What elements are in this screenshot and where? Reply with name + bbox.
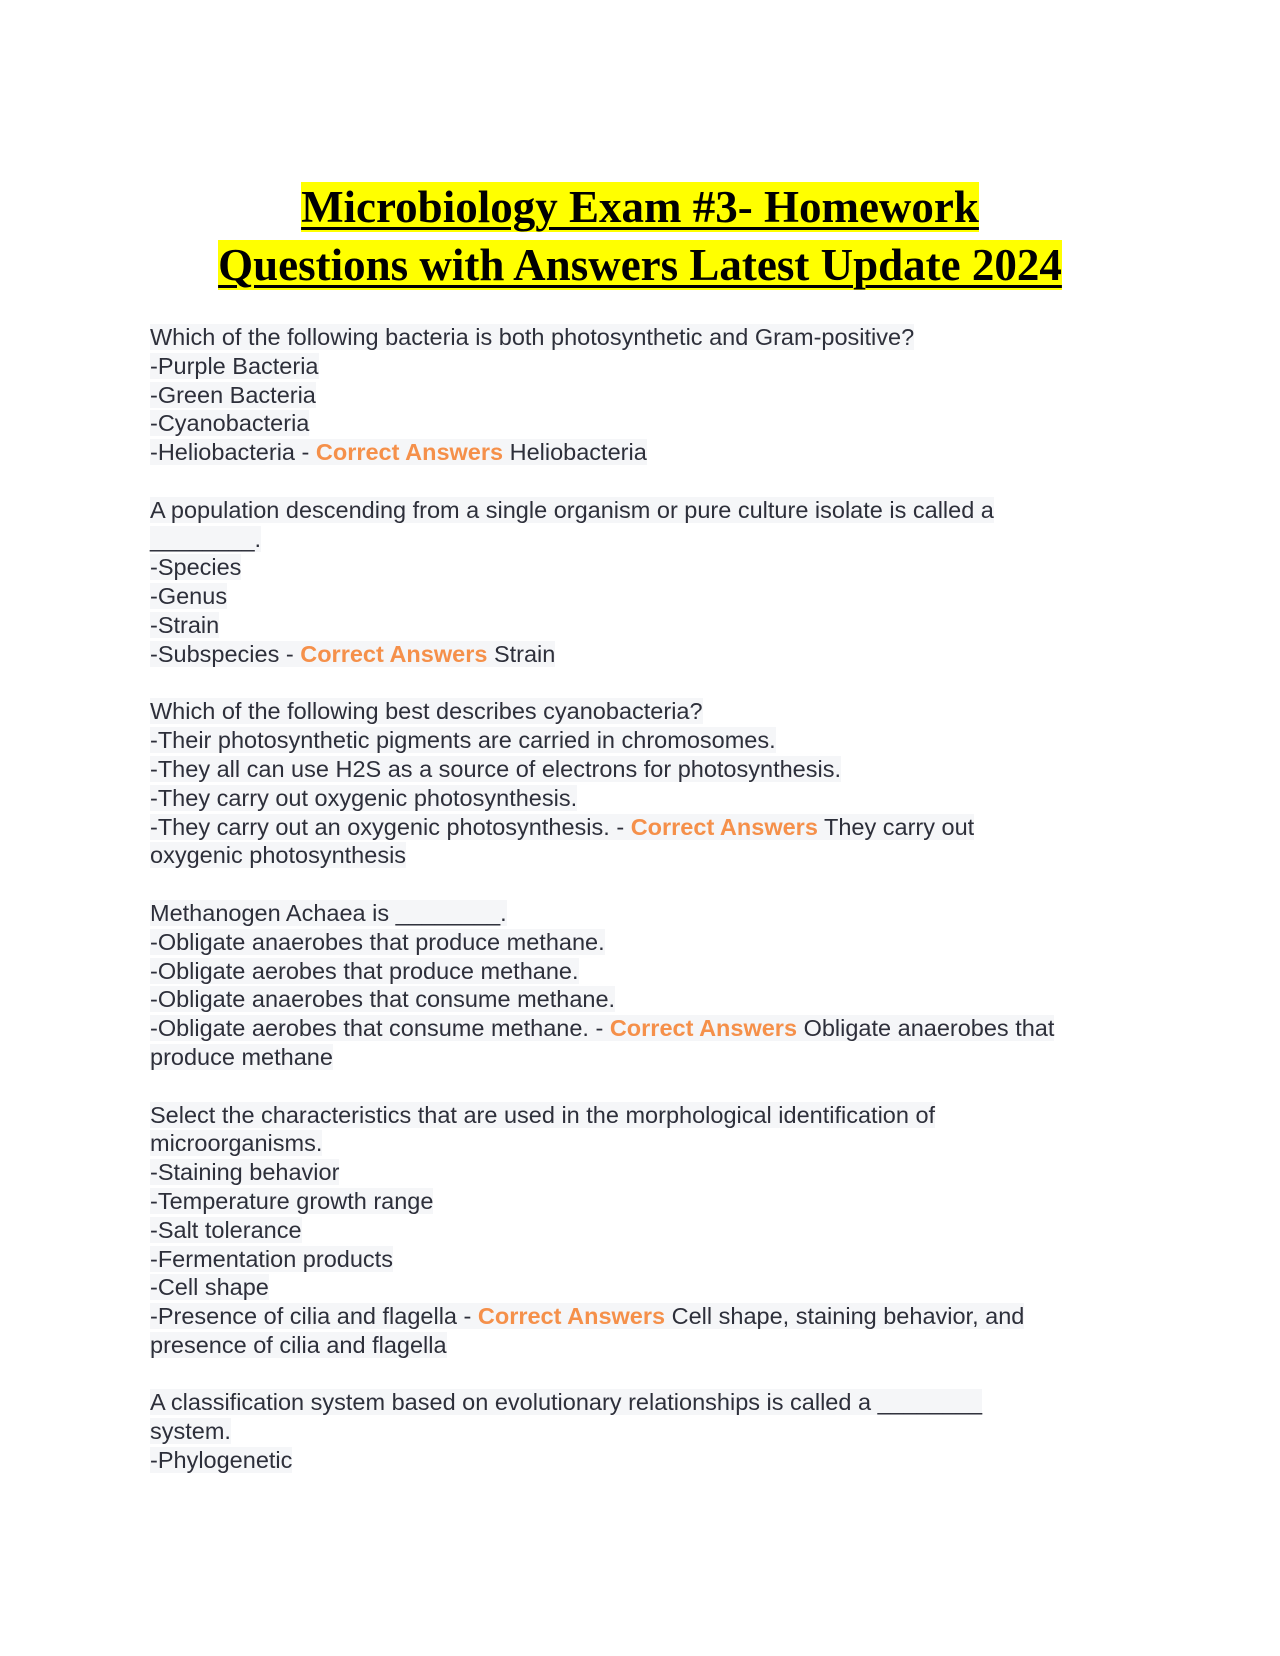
question-block-1 [150,323,1150,467]
question-text: A classification system based on evolutionary relationships is called a ________ [150,1389,983,1416]
answer-text: Obligate anaerobes that [803,1015,1055,1042]
question-block-2 [150,496,1150,669]
option: -Genus [150,583,228,610]
question-text: A population descending from a single organism or pure culture isolate is called a [150,496,994,523]
option: -Purple Bacteria [150,352,319,379]
question-text: Select the characteristics that are used in the morphological identification of [150,1101,936,1128]
option: -Subspecies - [150,640,294,667]
document-title [140,178,1140,294]
question-text: Which of the following best describes cyanobacteria? [150,698,703,725]
correct-answers-label: Correct Answers [315,439,504,466]
option: -Fermentation products [150,1245,393,1272]
option: -Obligate aerobes that produce methane. [150,957,579,984]
answer-text: Heliobacteria [509,439,647,466]
answer-text: They carry out [824,813,975,840]
question-text: Which of the following bacteria is both photosynthetic and Gram-positive? [150,324,915,350]
option: -Obligate anaerobes that produce methane. [150,928,605,955]
option: -Green Bacteria [150,381,316,408]
question-text-cont: ________. [150,525,262,552]
option: -They carry out oxygenic photosynthesis. [150,784,578,811]
title-line-1: Microbiology Exam #3- Homework [301,182,979,232]
option: -Obligate aerobes that consume methane. - [150,1015,604,1042]
answer-text-cont: oxygenic photosynthesis [150,842,407,869]
answer-text: Strain [493,640,556,667]
option: -Cyanobacteria [150,410,310,437]
question-block-4 [150,899,1150,1072]
correct-answers-label: Correct Answers [630,813,818,840]
answer-text: Cell shape, staining behavior, and [671,1303,1025,1330]
option: -Heliobacteria - [150,439,310,466]
option: -They carry out an oxygenic photosynthesis. - [150,813,625,840]
option: -Their photosynthetic pigments are carried in chromosomes. [150,727,776,754]
question-block-5 [150,1101,1150,1360]
answer-text-cont: produce methane [150,1043,333,1070]
option: -Presence of cilia and flagella - [150,1303,472,1330]
question-text-cont: system. [150,1418,231,1445]
correct-answers-label: Correct Answers [609,1015,798,1042]
question-text-cont: microorganisms. [150,1130,323,1157]
option: -Strain [150,611,220,638]
option: -Species [150,554,242,581]
option: -Obligate anaerobes that consume methane. [150,986,616,1013]
correct-answers-label: Correct Answers [300,640,488,667]
question-block-3 [150,697,1150,870]
correct-answers-label: Correct Answers [477,1303,666,1330]
option: -Staining behavior [150,1159,340,1186]
option: -Temperature growth range [150,1187,434,1214]
option: -Cell shape [150,1274,269,1301]
title-line-2: Questions with Answers Latest Update 2024 [218,240,1062,290]
option: -Salt tolerance [150,1216,302,1243]
qa-content [150,323,1150,1504]
question-text: Methanogen Achaea is ________. [150,899,507,926]
question-block-6 [150,1388,1150,1474]
option: -Phylogenetic [150,1447,293,1474]
option: -They all can use H2S as a source of electrons for photosynthesis. [150,755,841,782]
answer-text-cont: presence of cilia and flagella [150,1331,447,1358]
